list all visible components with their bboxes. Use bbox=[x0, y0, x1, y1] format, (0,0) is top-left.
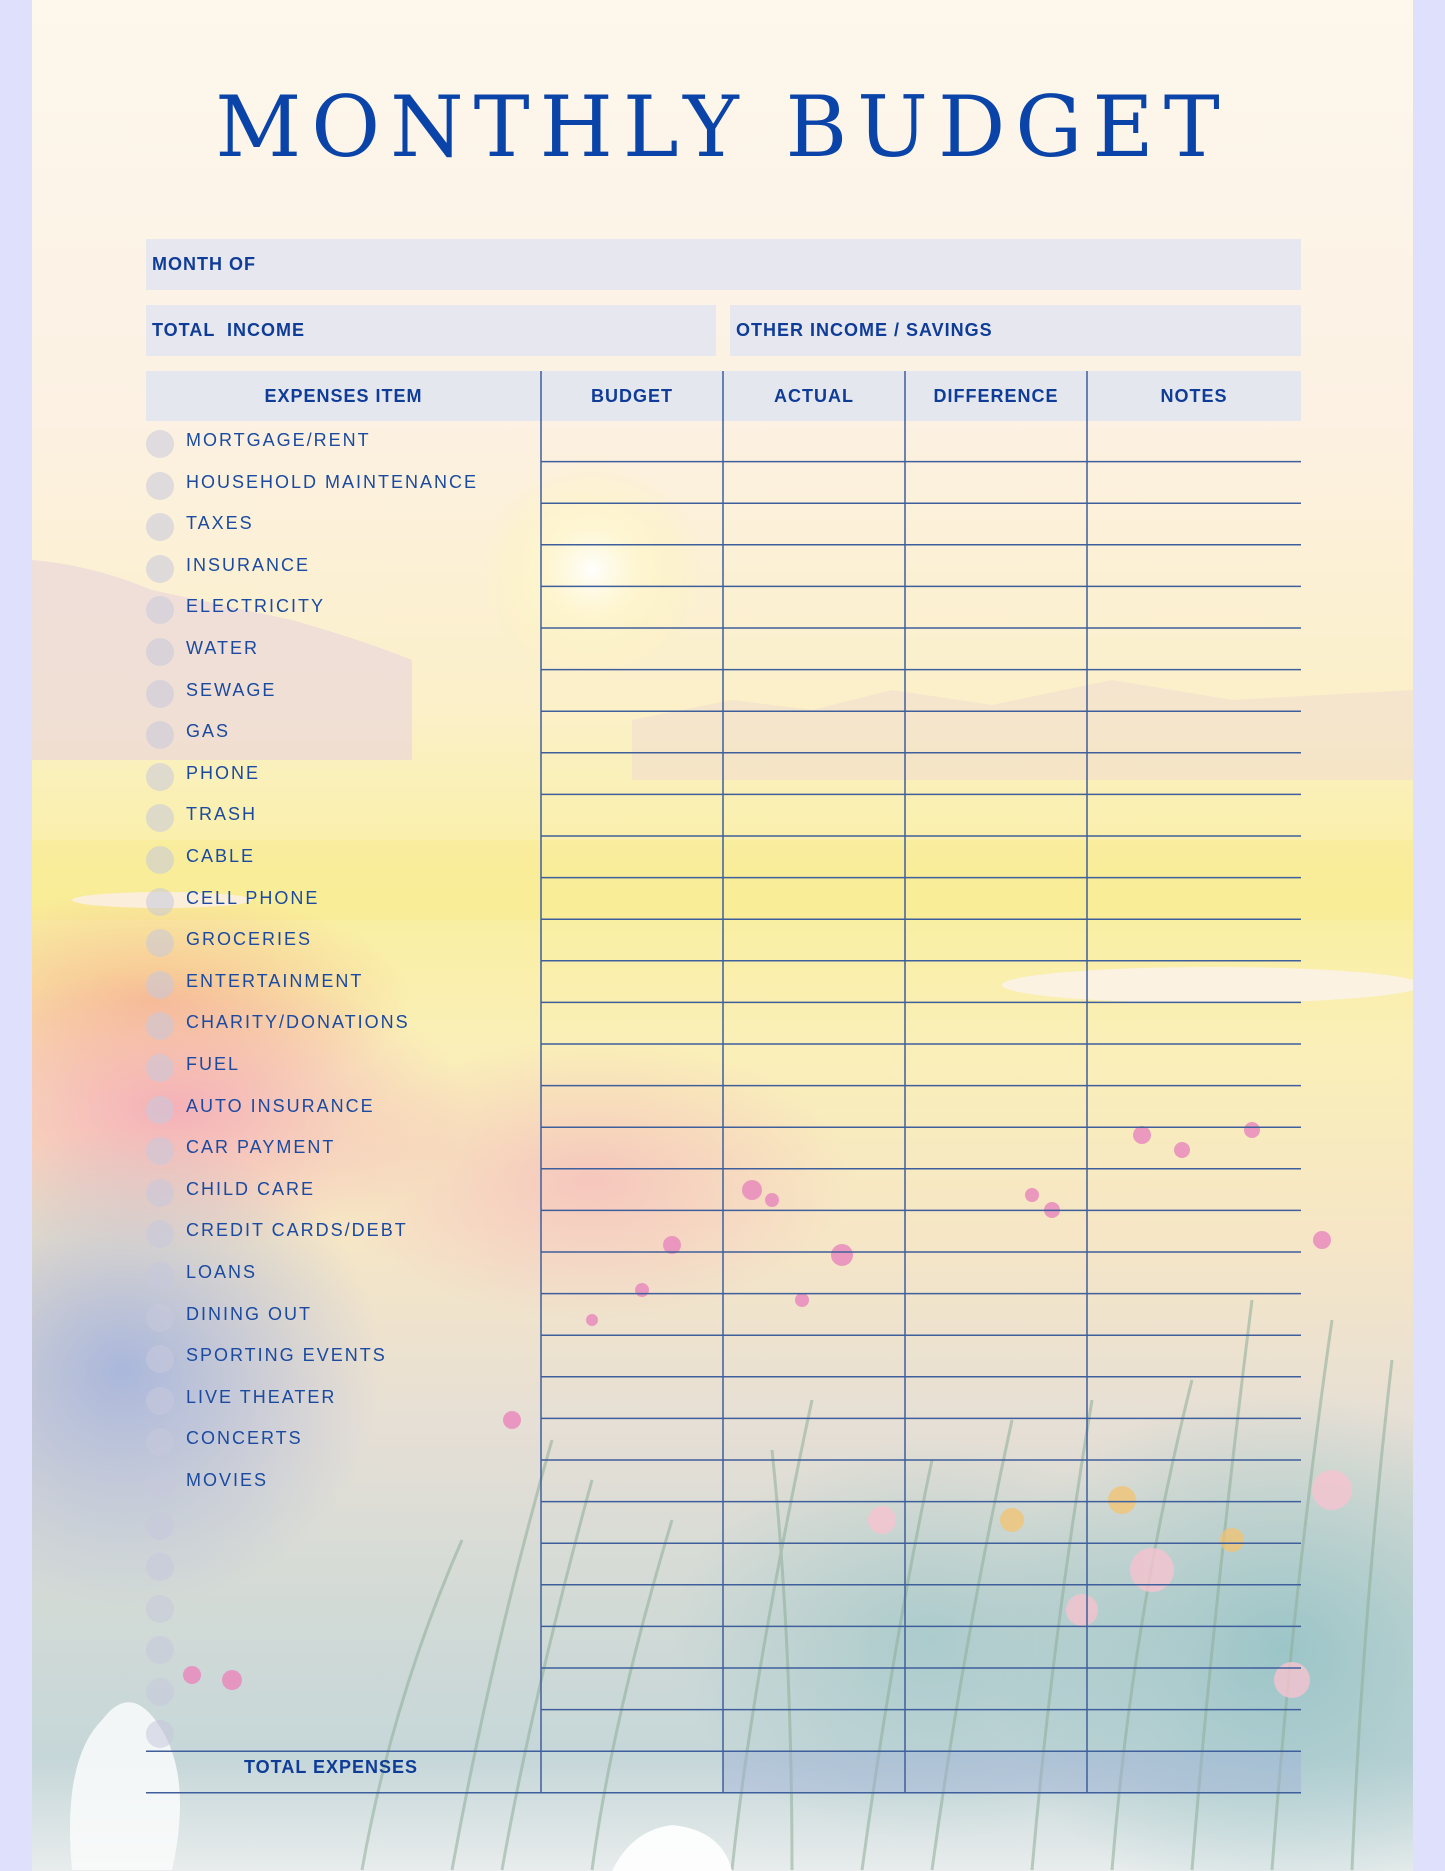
expense-item-label: MOVIES bbox=[186, 1470, 269, 1490]
expense-item-label: SPORTING EVENTS bbox=[186, 1345, 387, 1366]
expense-item-label: INSURANCE bbox=[186, 554, 311, 575]
expense-item-label: ENTERTAINMENT bbox=[186, 970, 364, 991]
expense-item-label: MORTGAGE/RENT bbox=[186, 430, 371, 450]
expense-item-label: CABLE bbox=[186, 846, 256, 866]
column-header-budget: BUDGET bbox=[591, 386, 673, 406]
expense-item-label: AUTO INSURANCE bbox=[186, 1095, 375, 1116]
expense-item-label: TRASH bbox=[186, 804, 258, 825]
column-header-actual: ACTUAL bbox=[774, 386, 854, 406]
expense-item-label: ELECTRICITY bbox=[186, 596, 326, 617]
column-header-difference: DIFFERENCE bbox=[933, 386, 1059, 406]
expense-item-label: CHILD CARE bbox=[186, 1178, 316, 1199]
expense-item-label: HOUSEHOLD MAINTENANCE bbox=[186, 471, 479, 492]
total-income-label: TOTAL INCOME bbox=[152, 320, 306, 340]
page-title: MONTHLY BUDGET bbox=[215, 78, 1230, 176]
expense-item-label: TAXES bbox=[186, 513, 254, 534]
total-expenses-label: TOTAL EXPENSES bbox=[244, 1757, 419, 1777]
expense-item-label: GROCERIES bbox=[186, 929, 313, 950]
budget-page bbox=[32, 0, 1413, 1871]
other-income-label: OTHER INCOME / SAVINGS bbox=[736, 320, 993, 340]
table-grid bbox=[32, 0, 1413, 1871]
column-header-expenses-item: EXPENSES ITEM bbox=[264, 386, 423, 406]
expense-item-label: FUEL bbox=[186, 1054, 241, 1074]
expense-item-label: SEWAGE bbox=[186, 679, 277, 700]
expense-item-label: DINING OUT bbox=[186, 1303, 312, 1324]
expense-item-label: GAS bbox=[186, 721, 231, 742]
month-of-label: MONTH OF bbox=[152, 254, 256, 274]
column-header-notes: NOTES bbox=[1160, 386, 1228, 406]
expense-item-label: CONCERTS bbox=[186, 1428, 303, 1449]
expense-item-label: WATER bbox=[186, 638, 259, 658]
expense-item-label: CREDIT CARDS/DEBT bbox=[186, 1220, 408, 1241]
expense-item-label: CHARITY/DONATIONS bbox=[186, 1012, 410, 1033]
expense-item-label: LOANS bbox=[186, 1262, 258, 1282]
expense-item-label: PHONE bbox=[186, 762, 261, 783]
expense-item-label: CAR PAYMENT bbox=[186, 1137, 336, 1158]
expense-item-label: LIVE THEATER bbox=[186, 1386, 337, 1407]
expense-item-label: CELL PHONE bbox=[186, 887, 320, 908]
